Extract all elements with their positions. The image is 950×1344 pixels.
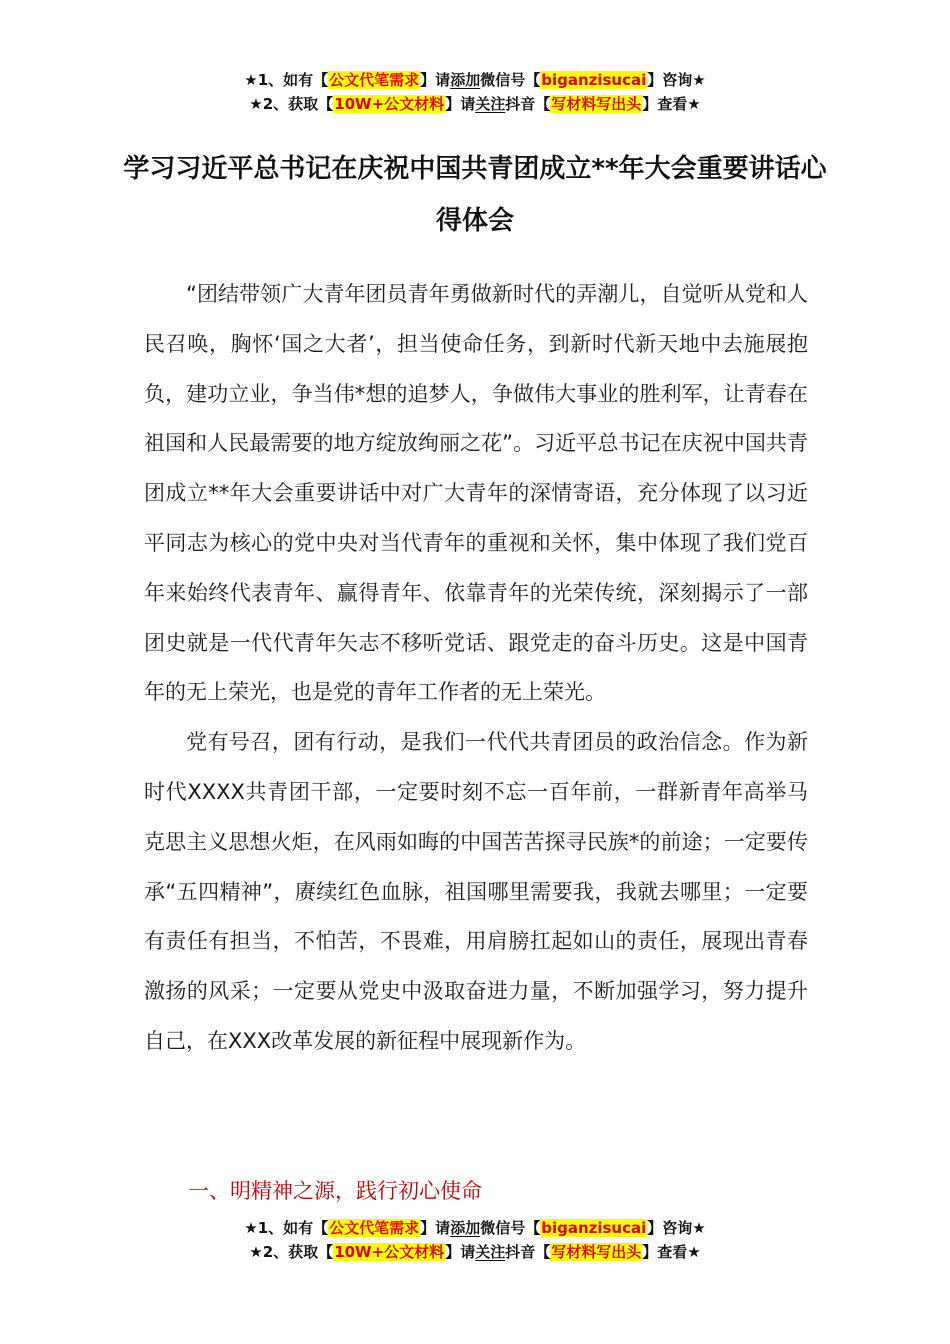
promo-text: 】请: [445, 1243, 476, 1261]
document-body: [144, 270, 808, 1067]
promo-highlight: 10W+公文材料: [334, 1243, 445, 1261]
promo-text: ★2、获取【: [249, 1243, 334, 1261]
body-paragraph: “团结带领广大青年团员青年勇做新时代的弄潮儿，自觉听从党和人民召唤，胸怀‘国之大者’，担当使命任务，到新时代新天地中去施展抱负，建功立业，争当伟*想的追梦人，争做伟大事业的胜利军，让青春在祖国和人民最需要的地方绽放绚丽之花”。习近平总书记在庆祝中国共青团成立**年大会重要讲话中对广大青年的深情寄语，充分体现了以习近平同志为核心的党中央对当代青年的重视和关怀，集中体现了我们党百年来始终代表青年、赢得青年、依靠青年的光荣传统，深刻揭示了一部团史就是一代代青年矢志不移听党话、跟党走的奋斗历史。这是中国青年的无上荣光，也是党的青年工作者的无上荣光。: [144, 282, 808, 705]
promo-highlight: 写材料写出头: [551, 95, 642, 113]
promo-text: ★1、如有【: [244, 71, 329, 89]
promo-text: 】请: [420, 71, 451, 89]
promo-text: 抖音【: [505, 95, 551, 113]
promo-text: 】咨询★: [647, 1219, 706, 1237]
promo-text: 】咨询★: [647, 71, 706, 89]
promo-line-1: [0, 1216, 950, 1240]
promo-text: ★1、如有【: [244, 1219, 329, 1237]
body-paragraph: 党有号召，团有行动，是我们一代代共青团员的政治信念。作为新时代XXXX共青团干部，一定要时刻不忘一百年前，一群新青年高举马克思主义思想火炬，在风雨如晦的中国苦苦探寻民族*的前途；一定要传承“五四精神”，赓续红色血脉，祖国哪里需要我，我就去哪里；一定要有责任有担当，不怕苦，不畏难，用肩膀扛起如山的责任，展现出青春激扬的风采；一定要从党史中汲取奋进力量，不断加强学习，努力提升自己，在XXX改革发展的新征程中展现新作为。: [144, 730, 808, 1053]
section-heading: 一、明精神之源，践行初心使命: [188, 1179, 482, 1203]
promo-text: 】查看★: [642, 95, 701, 113]
promo-underlined-text: 关注: [475, 95, 506, 113]
promo-underlined-text: 添加: [450, 71, 481, 89]
document-title: 学习习近平总书记在庆祝中国共青团成立**年大会重要讲话心得体会: [123, 154, 827, 236]
promo-highlight: biganzisucai: [541, 71, 647, 89]
promo-highlight: 公文代笔需求: [329, 71, 420, 89]
promo-text: 微信号【: [480, 1219, 541, 1237]
promo-underlined-text: 添加: [450, 1219, 481, 1237]
promo-line-2: [0, 1240, 950, 1264]
promo-text: 】查看★: [642, 1243, 701, 1261]
promo-banner-bottom: [0, 1216, 950, 1264]
promo-text: ★2、获取【: [249, 95, 334, 113]
promo-line-1: [0, 68, 950, 92]
promo-text: 】请: [445, 95, 476, 113]
promo-line-2: [0, 92, 950, 116]
promo-highlight: 公文代笔需求: [329, 1219, 420, 1237]
promo-banner-top: [0, 68, 950, 116]
promo-highlight: biganzisucai: [541, 1219, 647, 1237]
promo-text: 微信号【: [480, 71, 541, 89]
promo-text: 】请: [420, 1219, 451, 1237]
promo-highlight: 10W+公文材料: [334, 95, 445, 113]
promo-underlined-text: 关注: [475, 1243, 506, 1261]
promo-highlight: 写材料写出头: [551, 1243, 642, 1261]
promo-text: 抖音【: [505, 1243, 551, 1261]
